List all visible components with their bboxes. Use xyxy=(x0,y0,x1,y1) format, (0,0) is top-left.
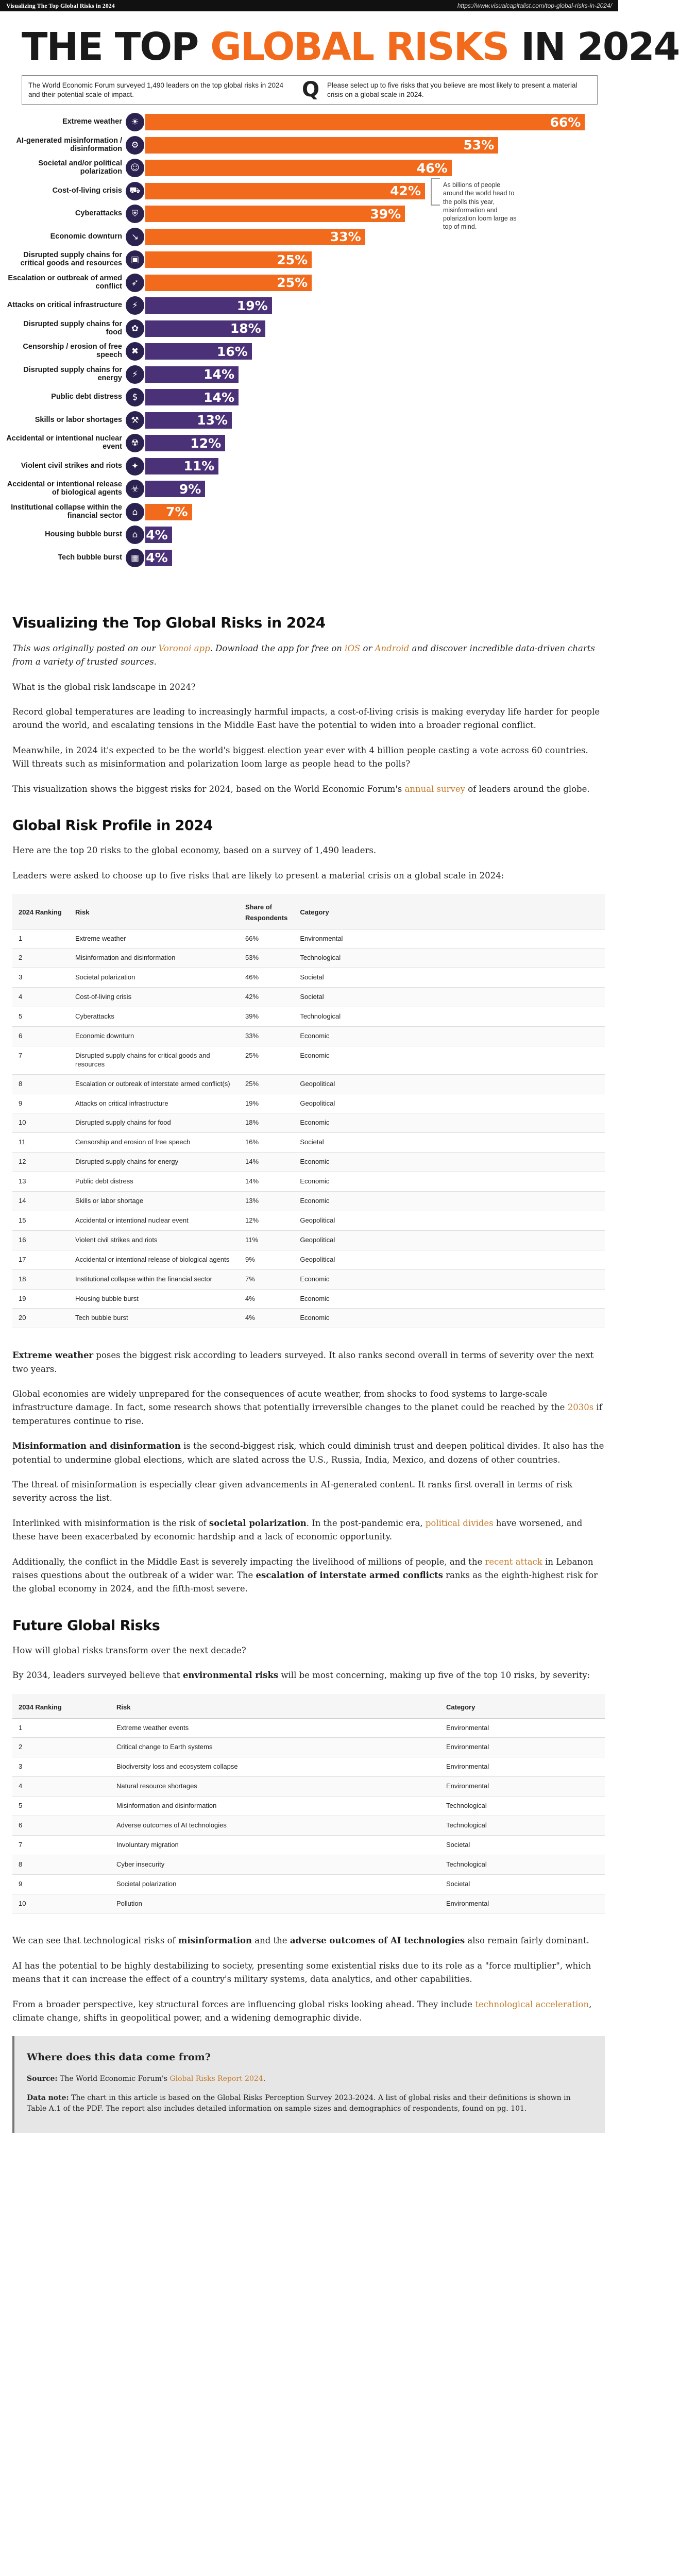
recent-attack-link[interactable]: recent attack xyxy=(485,1556,542,1567)
table-cell: 46% xyxy=(239,968,294,988)
chip-icon: ▦ xyxy=(126,549,144,567)
table-cell: Environmental xyxy=(440,1757,605,1777)
table-cell: 18 xyxy=(12,1269,69,1289)
category-label: Escalation or outbreak of armed conflict xyxy=(8,274,122,291)
bar xyxy=(145,114,585,130)
table-cell: 3 xyxy=(12,968,69,988)
table-row xyxy=(12,1094,605,1113)
table-cell: 18% xyxy=(239,1113,294,1133)
chart-down-icon: ↘ xyxy=(126,228,144,246)
value-label: 7% xyxy=(166,504,188,520)
table-cell: 1 xyxy=(12,1718,110,1738)
table-cell: Geopolitical xyxy=(294,1074,605,1094)
category-label: Disrupted supply chains for energy xyxy=(23,365,122,382)
chart-row xyxy=(0,204,618,224)
table-cell: Adverse outcomes of AI technologies xyxy=(110,1816,440,1835)
bar xyxy=(145,137,498,154)
category-label: Extreme weather xyxy=(62,117,122,126)
paragraph: What is the global risk landscape in 2024? xyxy=(12,682,196,692)
table-cell: Disrupted supply chains for critical goods and resources xyxy=(69,1046,239,1074)
chart-row xyxy=(0,158,618,178)
category-label: Censorship / erosion of free speech xyxy=(23,343,122,360)
paragraph: By 2034, leaders surveyed believe that environmental risks will be most concerning, making up five of the top 10 risks, by severity: xyxy=(12,1670,590,1681)
table-cell: Tech bubble burst xyxy=(69,1309,239,1328)
table-cell: Economic xyxy=(294,1269,605,1289)
source-line: Source: The World Economic Forum's Global Risks Report 2024. xyxy=(27,2074,266,2083)
android-link[interactable]: Android xyxy=(375,643,410,653)
table-cell: Technological xyxy=(294,1007,605,1027)
table-row xyxy=(12,1192,605,1211)
table-cell: 53% xyxy=(239,948,294,968)
paragraph: Extreme weather poses the biggest risk according to leaders surveyed. It also ranks second overall in terms of severity over the next two years. xyxy=(12,1350,594,1374)
table-row xyxy=(12,1113,605,1133)
infographic-title: THE TOP GLOBAL RISKS IN 2024 xyxy=(22,25,679,69)
table-cell: Housing bubble burst xyxy=(69,1289,239,1309)
chart-row xyxy=(0,548,618,568)
article xyxy=(0,596,618,2133)
table-cell: Misinformation and disinformation xyxy=(110,1797,440,1816)
intro-paragraph: This was originally posted on our Voronoi app. Download the app for free on iOS or Android and discover incredible data-driven charts from a variety of trusted sources. xyxy=(12,643,595,667)
chart-annotation: As billions of people around the world head to the polls this year, misinformation and polarization loom large as top of mind. xyxy=(443,181,517,231)
paragraph: Record global temperatures are leading to increasingly harmful impacts, a cost-of-living crisis is making everyday life harder for people around the world, and escalating tensions in the Middle East have the potential to widen into a broader regional conflict. xyxy=(12,707,600,731)
table-row xyxy=(12,1250,605,1269)
table-cell: Pollution xyxy=(110,1894,440,1913)
category-label: Cost-of-living crisis xyxy=(52,186,122,195)
category-label: Attacks on critical infrastructure xyxy=(7,301,122,310)
table-cell: Biodiversity loss and ecosystem collapse xyxy=(110,1757,440,1777)
table-cell: Economic xyxy=(294,1309,605,1328)
table-row xyxy=(12,1007,605,1027)
table-cell: Environmental xyxy=(440,1777,605,1797)
value-label: 9% xyxy=(179,481,201,497)
table-cell: Cyber insecurity xyxy=(110,1855,440,1874)
table-cell: 4% xyxy=(239,1289,294,1309)
table-row xyxy=(12,1211,605,1230)
table-cell: Technological xyxy=(440,1855,605,1874)
bar xyxy=(145,389,239,405)
table-cell: 19 xyxy=(12,1289,69,1309)
table-cell: Institutional collapse within the financial sector xyxy=(69,1269,239,1289)
table-cell: Cost-of-living crisis xyxy=(69,988,239,1007)
paragraph: AI has the potential to be highly destabilizing to society, presenting some existential risks due to its role as a "force multiplier", which means that it can increase the effect of a country's military systems, data analytics, and other capabilities. xyxy=(12,1960,591,1985)
table-cell: Attacks on critical infrastructure xyxy=(69,1094,239,1113)
table-cell: Cyberattacks xyxy=(69,1007,239,1027)
value-label: 66% xyxy=(550,114,581,130)
table-cell: Geopolitical xyxy=(294,1094,605,1113)
category-label: Disrupted supply chains for food xyxy=(23,319,122,336)
table-cell: 11 xyxy=(12,1133,69,1153)
table-cell: Technological xyxy=(294,948,605,968)
chart-row xyxy=(0,456,618,477)
table-header: Category xyxy=(440,1694,605,1718)
value-label: 19% xyxy=(236,298,268,313)
bar xyxy=(145,160,452,176)
table-cell: Extreme weather events xyxy=(110,1718,440,1738)
bar xyxy=(145,458,218,474)
section-heading-profile: Global Risk Profile in 2024 xyxy=(12,818,213,834)
value-label: 42% xyxy=(390,183,421,199)
table-cell: Economic xyxy=(294,1113,605,1133)
missile-icon: ➶ xyxy=(126,274,144,292)
paragraph: Leaders were asked to choose up to five risks that are likely to present a material crisis on a global scale in 2024: xyxy=(12,870,504,880)
bar xyxy=(145,435,225,451)
table-cell: 13 xyxy=(12,1172,69,1192)
chart-row xyxy=(0,341,618,362)
table-row xyxy=(12,1718,605,1738)
source-box xyxy=(12,2036,605,2132)
paragraph: Global economies are widely unprepared for the consequences of acute weather, from shocks to food systems to large-scale infrastructure damage. In fact, some research shows that potentially irreversible changes to the planet could be reached by the 2030s if temperatures continue to rise. xyxy=(12,1389,602,1426)
table-cell: Environmental xyxy=(440,1718,605,1738)
paragraph: How will global risks transform over the next decade? xyxy=(12,1645,246,1655)
paragraph: This visualization shows the biggest risks for 2024, based on the World Economic Forum's annual survey of leaders around the globe. xyxy=(12,784,590,794)
table-row xyxy=(12,1855,605,1874)
risk-bar-chart xyxy=(0,112,618,591)
box-icon: ▣ xyxy=(126,250,144,269)
table-cell: Environmental xyxy=(294,929,605,948)
table-row xyxy=(12,1027,605,1046)
table-row xyxy=(12,1172,605,1192)
plug-icon: ⚡ xyxy=(126,296,144,315)
table-cell: 2 xyxy=(12,1738,110,1757)
bar xyxy=(145,504,192,520)
mute-icon: ✖ xyxy=(126,342,144,361)
table-cell: 4 xyxy=(12,988,69,1007)
category-label: Housing bubble burst xyxy=(45,530,122,539)
chart-row xyxy=(0,433,618,453)
table-row xyxy=(12,1269,605,1289)
table-cell: Societal xyxy=(294,968,605,988)
table-cell: 7 xyxy=(12,1046,69,1074)
value-label: 25% xyxy=(277,252,308,267)
wheat-icon: ✿ xyxy=(126,319,144,338)
paragraph: Interlinked with misinformation is the risk of societal polarization. In the post-pandemic era, political divides have worsened, and these have been exacerbated by economic hardship and a lack of economic opportunity. xyxy=(12,1518,583,1542)
table-cell: Societal xyxy=(294,988,605,1007)
table-cell: Economic xyxy=(294,1289,605,1309)
table-cell: 4 xyxy=(12,1777,110,1797)
table-row xyxy=(12,1777,605,1797)
table-row xyxy=(12,1835,605,1855)
table-cell: Censorship and erosion of free speech xyxy=(69,1133,239,1153)
infographic-lead: The World Economic Forum surveyed 1,490 leaders on the top global risks in 2024 and their potential scale of impact. xyxy=(28,81,284,98)
fire-icon: ✦ xyxy=(126,457,144,476)
worker-icon: ⚒ xyxy=(126,411,144,430)
value-label: 14% xyxy=(203,389,234,405)
category-label: Public debt distress xyxy=(51,393,122,401)
chart-row xyxy=(0,410,618,431)
value-label: 25% xyxy=(277,275,308,291)
paragraph: The threat of misinformation is especially clear given advancements in AI-generated content. It ranks first overall in terms of risk severity across the list. xyxy=(12,1480,573,1503)
survey-question: Please select up to five risks that you believe are most likely to present a material crisis on a global scale in 2024. xyxy=(327,81,578,98)
table-cell: 6 xyxy=(12,1027,69,1046)
chart-row xyxy=(0,387,618,408)
bolt-icon: ⚡ xyxy=(126,365,144,384)
table-cell: Violent civil strikes and riots xyxy=(69,1230,239,1250)
table-cell: Societal polarization xyxy=(69,968,239,988)
table-cell: 19% xyxy=(239,1094,294,1113)
table-cell: 12 xyxy=(12,1153,69,1172)
bar xyxy=(145,275,312,291)
sun-icon: ☀ xyxy=(126,113,144,131)
table-cell: Misinformation and disinformation xyxy=(69,948,239,968)
chart-row xyxy=(0,181,618,201)
table-cell: 9% xyxy=(239,1250,294,1269)
category-label: Skills or labor shortages xyxy=(35,415,122,424)
table-cell: 2 xyxy=(12,948,69,968)
paragraph: Misinformation and disinformation is the second-biggest risk, which could diminish trust and deepen political divides. It also has the potential to undermine global elections, which are slated across the U.S., Russia, India, Mexico, and dozens of other countries. xyxy=(12,1441,604,1465)
table-cell: Economic xyxy=(294,1192,605,1211)
table-cell: Environmental xyxy=(440,1894,605,1913)
table-cell: 11% xyxy=(239,1230,294,1250)
annual-survey-link[interactable]: annual survey xyxy=(404,784,465,794)
value-label: 11% xyxy=(183,459,215,474)
value-label: 53% xyxy=(463,138,495,153)
table-cell: 9 xyxy=(12,1094,69,1113)
chart-row xyxy=(0,524,618,545)
table-row xyxy=(12,968,605,988)
category-label: Violent civil strikes and riots xyxy=(21,461,122,470)
table-cell: Disrupted supply chains for energy xyxy=(69,1153,239,1172)
table-cell: 17 xyxy=(12,1250,69,1269)
table-row xyxy=(12,988,605,1007)
bank-icon: ⌂ xyxy=(126,503,144,521)
value-label: 14% xyxy=(203,367,234,382)
shield-icon: ⛨ xyxy=(126,205,144,223)
paragraph: Additionally, the conflict in the Middle East is severely impacting the livelihood of millions of people, and the recent attack in Lebanon raises questions about the outbreak of a wider war. The escalation of interstate armed conflicts ranks as the eighth-highest risk for the global economy in 2024, and the fifth-most severe. xyxy=(12,1556,598,1594)
bar xyxy=(145,297,272,314)
risk-table-2034 xyxy=(12,1694,605,1914)
table-row xyxy=(12,1046,605,1074)
category-label: Economic downturn xyxy=(50,232,122,241)
technological-acceleration-link[interactable]: technological acceleration xyxy=(475,1999,589,2009)
table-cell: Societal xyxy=(294,1133,605,1153)
table-cell: 16% xyxy=(239,1133,294,1153)
table-row xyxy=(12,1133,605,1153)
paragraph: Here are the top 20 risks to the global economy, based on a survey of 1,490 leaders. xyxy=(12,845,377,856)
table-header: 2034 Ranking xyxy=(12,1694,110,1718)
table-cell: 5 xyxy=(12,1797,110,1816)
people-icon: ☺ xyxy=(126,159,144,177)
chart-row xyxy=(0,135,618,156)
table-cell: 39% xyxy=(239,1007,294,1027)
table-cell: Economic xyxy=(294,1027,605,1046)
table-cell: 1 xyxy=(12,929,69,948)
chart-row xyxy=(0,112,618,132)
category-label: Disrupted supply chains for critical goods and resources xyxy=(20,251,122,268)
category-label: Accidental or intentional nuclear event xyxy=(6,434,122,451)
table-cell: 12% xyxy=(239,1211,294,1230)
table-cell: 7 xyxy=(12,1835,110,1855)
data-note: Data note: The chart in this article is based on the Global Risks Perception Survey 2023-2024. A list of global risks and their definitions is shown in Table A.1 of the PDF. The report also includes detailed information on sample sizes and demographics of respondents, found on pg. 101. xyxy=(27,2093,571,2113)
risk-table-2024 xyxy=(12,894,605,1328)
table-cell: Disrupted supply chains for food xyxy=(69,1113,239,1133)
chart-row xyxy=(0,295,618,316)
value-label: 18% xyxy=(230,321,261,336)
table-cell: 5 xyxy=(12,1007,69,1027)
table-cell: 14 xyxy=(12,1192,69,1211)
table-cell: 3 xyxy=(12,1757,110,1777)
infographic xyxy=(0,11,679,596)
category-label: AI-generated misinformation / disinformation xyxy=(16,136,122,153)
debt-icon: $ xyxy=(126,388,144,406)
table-cell: 4% xyxy=(239,1309,294,1328)
chart-row xyxy=(0,502,618,522)
table-cell: 10 xyxy=(12,1894,110,1913)
table-cell: 33% xyxy=(239,1027,294,1046)
table-cell: Technological xyxy=(440,1816,605,1835)
bar xyxy=(145,412,232,429)
table-row xyxy=(12,1894,605,1913)
question-mark-icon: Q xyxy=(301,78,319,101)
bar xyxy=(145,481,205,497)
category-label: Institutional collapse within the financial sector xyxy=(11,503,122,520)
table-cell: 13% xyxy=(239,1192,294,1211)
table-cell: 9 xyxy=(12,1874,110,1894)
paragraph: Meanwhile, in 2024 it's expected to be the world's biggest election year ever with 4 billion people casting a vote across 60 countries. Will threats such as misinformation and polarization loom large as people head to the polls? xyxy=(12,745,588,769)
table-row xyxy=(12,1816,605,1835)
chart-row xyxy=(0,318,618,339)
bar xyxy=(145,343,252,360)
global-risks-report-link[interactable]: Global Risks Report 2024 xyxy=(169,2074,263,2083)
value-label: 39% xyxy=(370,206,401,222)
table-row xyxy=(12,948,605,968)
paragraph: We can see that technological risks of misinformation and the adverse outcomes of AI technologies also remain fairly dominant. xyxy=(12,1936,589,1946)
value-label: 16% xyxy=(217,344,248,359)
category-label: Accidental or intentional release of biological agents xyxy=(7,480,122,497)
bar xyxy=(145,229,365,245)
table-cell: Accidental or intentional nuclear event xyxy=(69,1211,239,1230)
table-row xyxy=(12,929,605,948)
paragraph: From a broader perspective, key structural forces are influencing global risks looking ahead. They include technological acceleration, climate change, shifts in geopolitical power, and a widening demographic divide. xyxy=(12,1999,592,2023)
table-cell: 8 xyxy=(12,1855,110,1874)
ios-link[interactable]: iOS xyxy=(345,643,361,653)
table-cell: 25% xyxy=(239,1046,294,1074)
table-cell: Societal polarization xyxy=(110,1874,440,1894)
table-cell: Geopolitical xyxy=(294,1211,605,1230)
section-heading-future: Future Global Risks xyxy=(12,1617,160,1634)
table-cell: Escalation or outbreak of interstate armed conflict(s) xyxy=(69,1074,239,1094)
bar xyxy=(145,183,425,199)
table-cell: Accidental or intentional release of biological agents xyxy=(69,1250,239,1269)
house-icon: ⌂ xyxy=(126,526,144,544)
table-cell: 20 xyxy=(12,1309,69,1328)
table-cell: 6 xyxy=(12,1816,110,1835)
chart-row xyxy=(0,249,618,270)
table-cell: 15 xyxy=(12,1211,69,1230)
table-row xyxy=(12,1874,605,1894)
political-divides-link[interactable]: political divides xyxy=(425,1518,494,1528)
value-label: 13% xyxy=(197,413,228,428)
table-cell: Involuntary migration xyxy=(110,1835,440,1855)
table-cell: Societal xyxy=(440,1874,605,1894)
table-cell: Skills or labor shortage xyxy=(69,1192,239,1211)
table-cell: Economic xyxy=(294,1046,605,1074)
table-cell: 8 xyxy=(12,1074,69,1094)
table-row xyxy=(12,1738,605,1757)
category-label: Societal and/or political polarization xyxy=(38,159,122,176)
chart-row xyxy=(0,227,618,247)
category-label: Tech bubble burst xyxy=(58,553,122,562)
bar xyxy=(145,320,265,337)
radiation-icon: ☢ xyxy=(126,434,144,452)
table-row xyxy=(12,1074,605,1094)
table-cell: 14% xyxy=(239,1172,294,1192)
table-cell: Natural resource shortages xyxy=(110,1777,440,1797)
chart-row xyxy=(0,364,618,385)
table-cell: Geopolitical xyxy=(294,1230,605,1250)
bar xyxy=(145,366,239,383)
table-cell: Economic xyxy=(294,1172,605,1192)
table-cell: 25% xyxy=(239,1074,294,1094)
table-cell: Economic downturn xyxy=(69,1027,239,1046)
table-cell: Economic xyxy=(294,1153,605,1172)
table-row xyxy=(12,1153,605,1172)
table-cell: Geopolitical xyxy=(294,1250,605,1269)
category-label: Cyberattacks xyxy=(75,209,122,218)
infographic-subtitle-box xyxy=(22,75,598,105)
table-cell: Public debt distress xyxy=(69,1172,239,1192)
table-row xyxy=(12,1757,605,1777)
top-bar xyxy=(0,0,618,11)
table-header: Risk xyxy=(110,1694,440,1718)
chart-row xyxy=(0,479,618,499)
table-header: Share of Respondents xyxy=(239,894,294,929)
bar xyxy=(145,251,312,268)
table-cell: 14% xyxy=(239,1153,294,1172)
table-cell: 16 xyxy=(12,1230,69,1250)
table-header: Category xyxy=(294,894,605,929)
chart-row xyxy=(0,273,618,293)
table-cell: Societal xyxy=(440,1835,605,1855)
table-cell: Technological xyxy=(440,1797,605,1816)
bar xyxy=(145,550,172,566)
table-cell: Critical change to Earth systems xyxy=(110,1738,440,1757)
bar xyxy=(145,206,405,222)
table-header: 2024 Ranking xyxy=(12,894,69,929)
table-row xyxy=(12,1309,605,1328)
page-url[interactable]: https://www.visualcapitalist.com/top-global-risks-in-2024/ xyxy=(457,2,612,9)
table-header: Risk xyxy=(69,894,239,929)
table-cell: 42% xyxy=(239,988,294,1007)
table-cell: Extreme weather xyxy=(69,929,239,948)
table-cell: 7% xyxy=(239,1269,294,1289)
value-label: 12% xyxy=(190,435,222,451)
page-heading: Visualizing The Top Global Risks in 2024 xyxy=(6,2,115,9)
value-label: 4% xyxy=(146,527,168,543)
value-label: 33% xyxy=(330,229,361,245)
2030s-link[interactable]: 2030s xyxy=(567,1402,594,1413)
biohazard-icon: ☣ xyxy=(126,480,144,498)
value-label: 46% xyxy=(416,160,448,176)
table-cell: Environmental xyxy=(440,1738,605,1757)
table-row xyxy=(12,1797,605,1816)
cart-icon: ⛟ xyxy=(126,182,144,200)
table-row xyxy=(12,1230,605,1250)
bar xyxy=(145,527,172,543)
value-label: 4% xyxy=(146,550,168,566)
table-cell: 10 xyxy=(12,1113,69,1133)
source-heading: Where does this data come from? xyxy=(27,2052,211,2063)
article-title: Visualizing the Top Global Risks in 2024 xyxy=(12,614,326,632)
voronoi-link[interactable]: Voronoi app xyxy=(158,643,210,653)
robot-icon: ⚙ xyxy=(126,136,144,155)
table-cell: 66% xyxy=(239,929,294,948)
table-row xyxy=(12,1289,605,1309)
